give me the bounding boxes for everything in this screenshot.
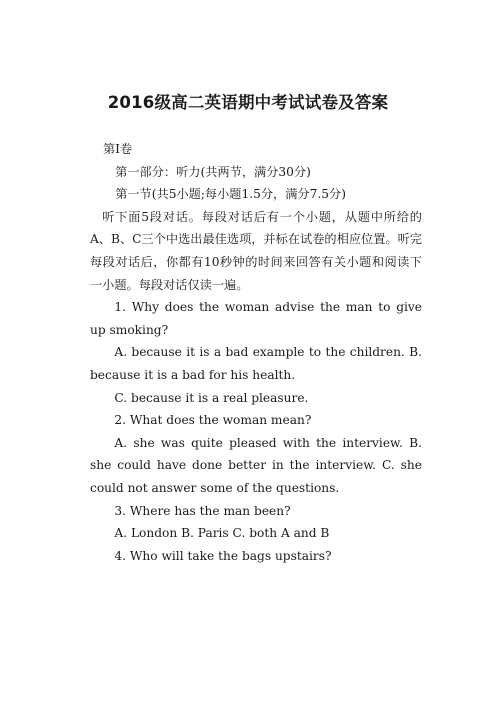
question-2: 2. What does the woman mean?: [114, 413, 312, 428]
part-heading-listening: 第一部分：听力(共两节，满分30分): [115, 164, 311, 179]
question-3-options: A. London B. Paris C. both A and B: [114, 526, 330, 541]
question-3: 3. Where has the man been?: [114, 503, 291, 518]
instructions-paragraph: 听下面5段对话。每段对话后有一个小题，从题中所给的A、B、C三个中选出最佳选项，并标在试卷的相应位置。听完每段对话后，你都有10秒钟的时间来回答有关小题和阅读下一小题。每段对话仅读一遍。: [90, 209, 422, 292]
question-1-option-c: C. because it is a real pleasure.: [114, 390, 309, 405]
section-heading-first: 第一节(共5小题;每小题1.5分，满分7.5分): [115, 187, 346, 202]
question-1-options-ab: A. because it is a bad example to the children. B. because it is a bad for his health.: [90, 345, 422, 382]
section-heading-part1: 第Ⅰ卷: [103, 142, 133, 156]
question-2-options: A. she was quite pleased with the interview. B. she could have done better in the interview. C. she could not answer some of the questions.: [90, 435, 422, 495]
document-title: 2016级高二英语期中考试试卷及答案: [107, 93, 389, 112]
question-4: 4. Who will take the bags upstairs?: [114, 548, 332, 563]
question-1: 1. Why does the woman advise the man to give up smoking?: [90, 300, 422, 337]
document-body: [90, 138, 422, 567]
